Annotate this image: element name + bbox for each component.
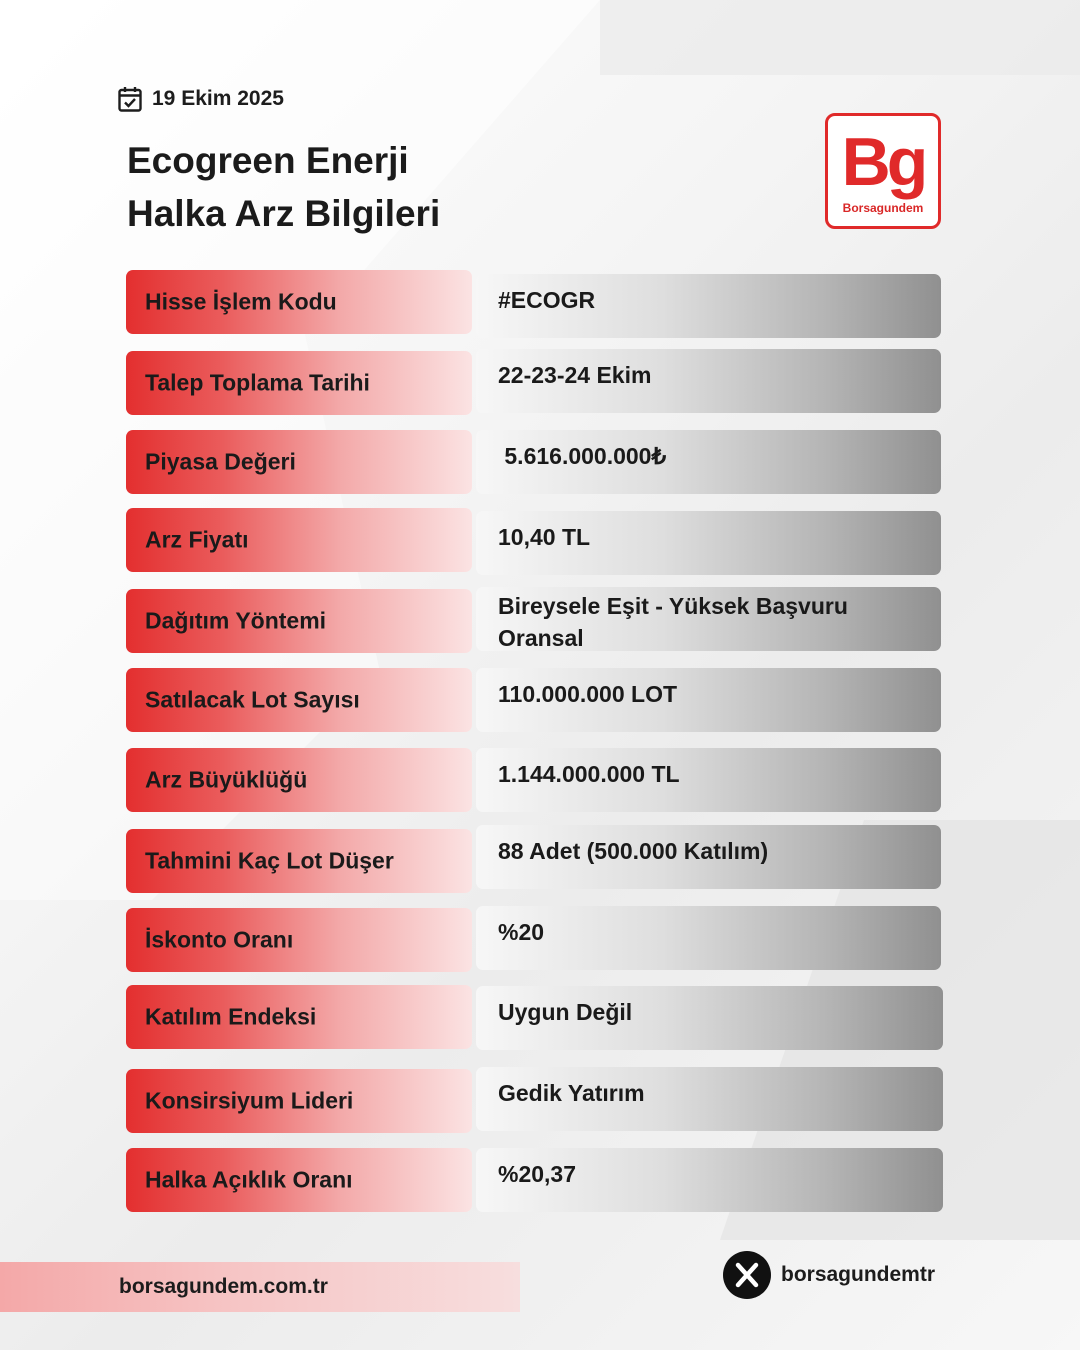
calendar-icon	[118, 86, 142, 112]
info-row-tahmini-lot	[126, 829, 942, 893]
info-row-lot-sayisi	[126, 668, 942, 732]
row-value: %20	[498, 919, 545, 945]
row-value: Bireysele Eşit - Yüksek Başvuru Oransal	[498, 593, 848, 651]
page-title	[127, 134, 440, 240]
row-value: 22-23-24 Ekim	[498, 362, 652, 388]
row-value: %20,37	[498, 1161, 577, 1187]
row-label: Talep Toplama Tarihi	[145, 369, 370, 396]
title-line-1: Ecogreen Enerji	[127, 140, 409, 181]
row-label: İskonto Oranı	[145, 926, 294, 953]
row-value: 5.616.000.000₺	[498, 443, 667, 469]
info-row-arz-fiyati	[126, 508, 942, 572]
row-label: Piyasa Değeri	[145, 448, 296, 475]
row-label: Katılım Endeksi	[145, 1003, 317, 1030]
info-row-katilim-endeksi	[126, 985, 942, 1049]
row-value: 10,40 TL	[498, 524, 591, 550]
website-link[interactable]: borsagundem.com.tr	[119, 1275, 328, 1298]
date-row	[118, 86, 284, 112]
row-value: 88 Adet (500.000 Katılım)	[498, 838, 769, 864]
info-row-dagitim-yontemi	[126, 589, 942, 653]
info-row-konsorsiyum	[126, 1069, 942, 1133]
row-label: Konsirsiyum Lideri	[145, 1087, 354, 1114]
row-value: Uygun Değil	[498, 999, 633, 1025]
row-label: Satılacak Lot Sayısı	[145, 686, 360, 713]
brand-logo	[825, 113, 941, 229]
info-row-halka-aciklik	[126, 1148, 942, 1212]
row-value: Gedik Yatırım	[498, 1080, 645, 1106]
row-label: Arz Fiyatı	[145, 526, 249, 553]
date-label: 19 Ekim 2025	[152, 87, 284, 110]
title-line-2: Halka Arz Bilgileri	[127, 193, 441, 234]
info-row-iskonto	[126, 908, 942, 972]
info-row-talep-tarihi	[126, 351, 942, 415]
row-label: Halka Açıklık Oranı	[145, 1166, 353, 1193]
social-handle-label: borsagundemtr	[781, 1263, 936, 1286]
row-label: Arz Büyüklüğü	[145, 766, 308, 793]
info-row-hisse-kodu	[126, 270, 942, 334]
row-label: Hisse İşlem Kodu	[145, 288, 337, 315]
row-value: 1.144.000.000 TL	[498, 761, 680, 787]
social-handle-link[interactable]	[723, 1251, 935, 1299]
row-label: Tahmini Kaç Lot Düşer	[145, 847, 394, 874]
row-value: 110.000.000 LOT	[498, 681, 678, 707]
row-value: #ECOGR	[498, 287, 596, 313]
background-shape	[600, 0, 1080, 75]
logo-mark: Bg	[841, 124, 925, 200]
x-icon	[723, 1251, 771, 1299]
logo-wordmark: Borsagundem	[842, 201, 924, 215]
info-row-arz-buyuklugu	[126, 748, 942, 812]
row-label: Dağıtım Yöntemi	[145, 607, 327, 634]
info-row-piyasa-degeri	[126, 430, 942, 494]
